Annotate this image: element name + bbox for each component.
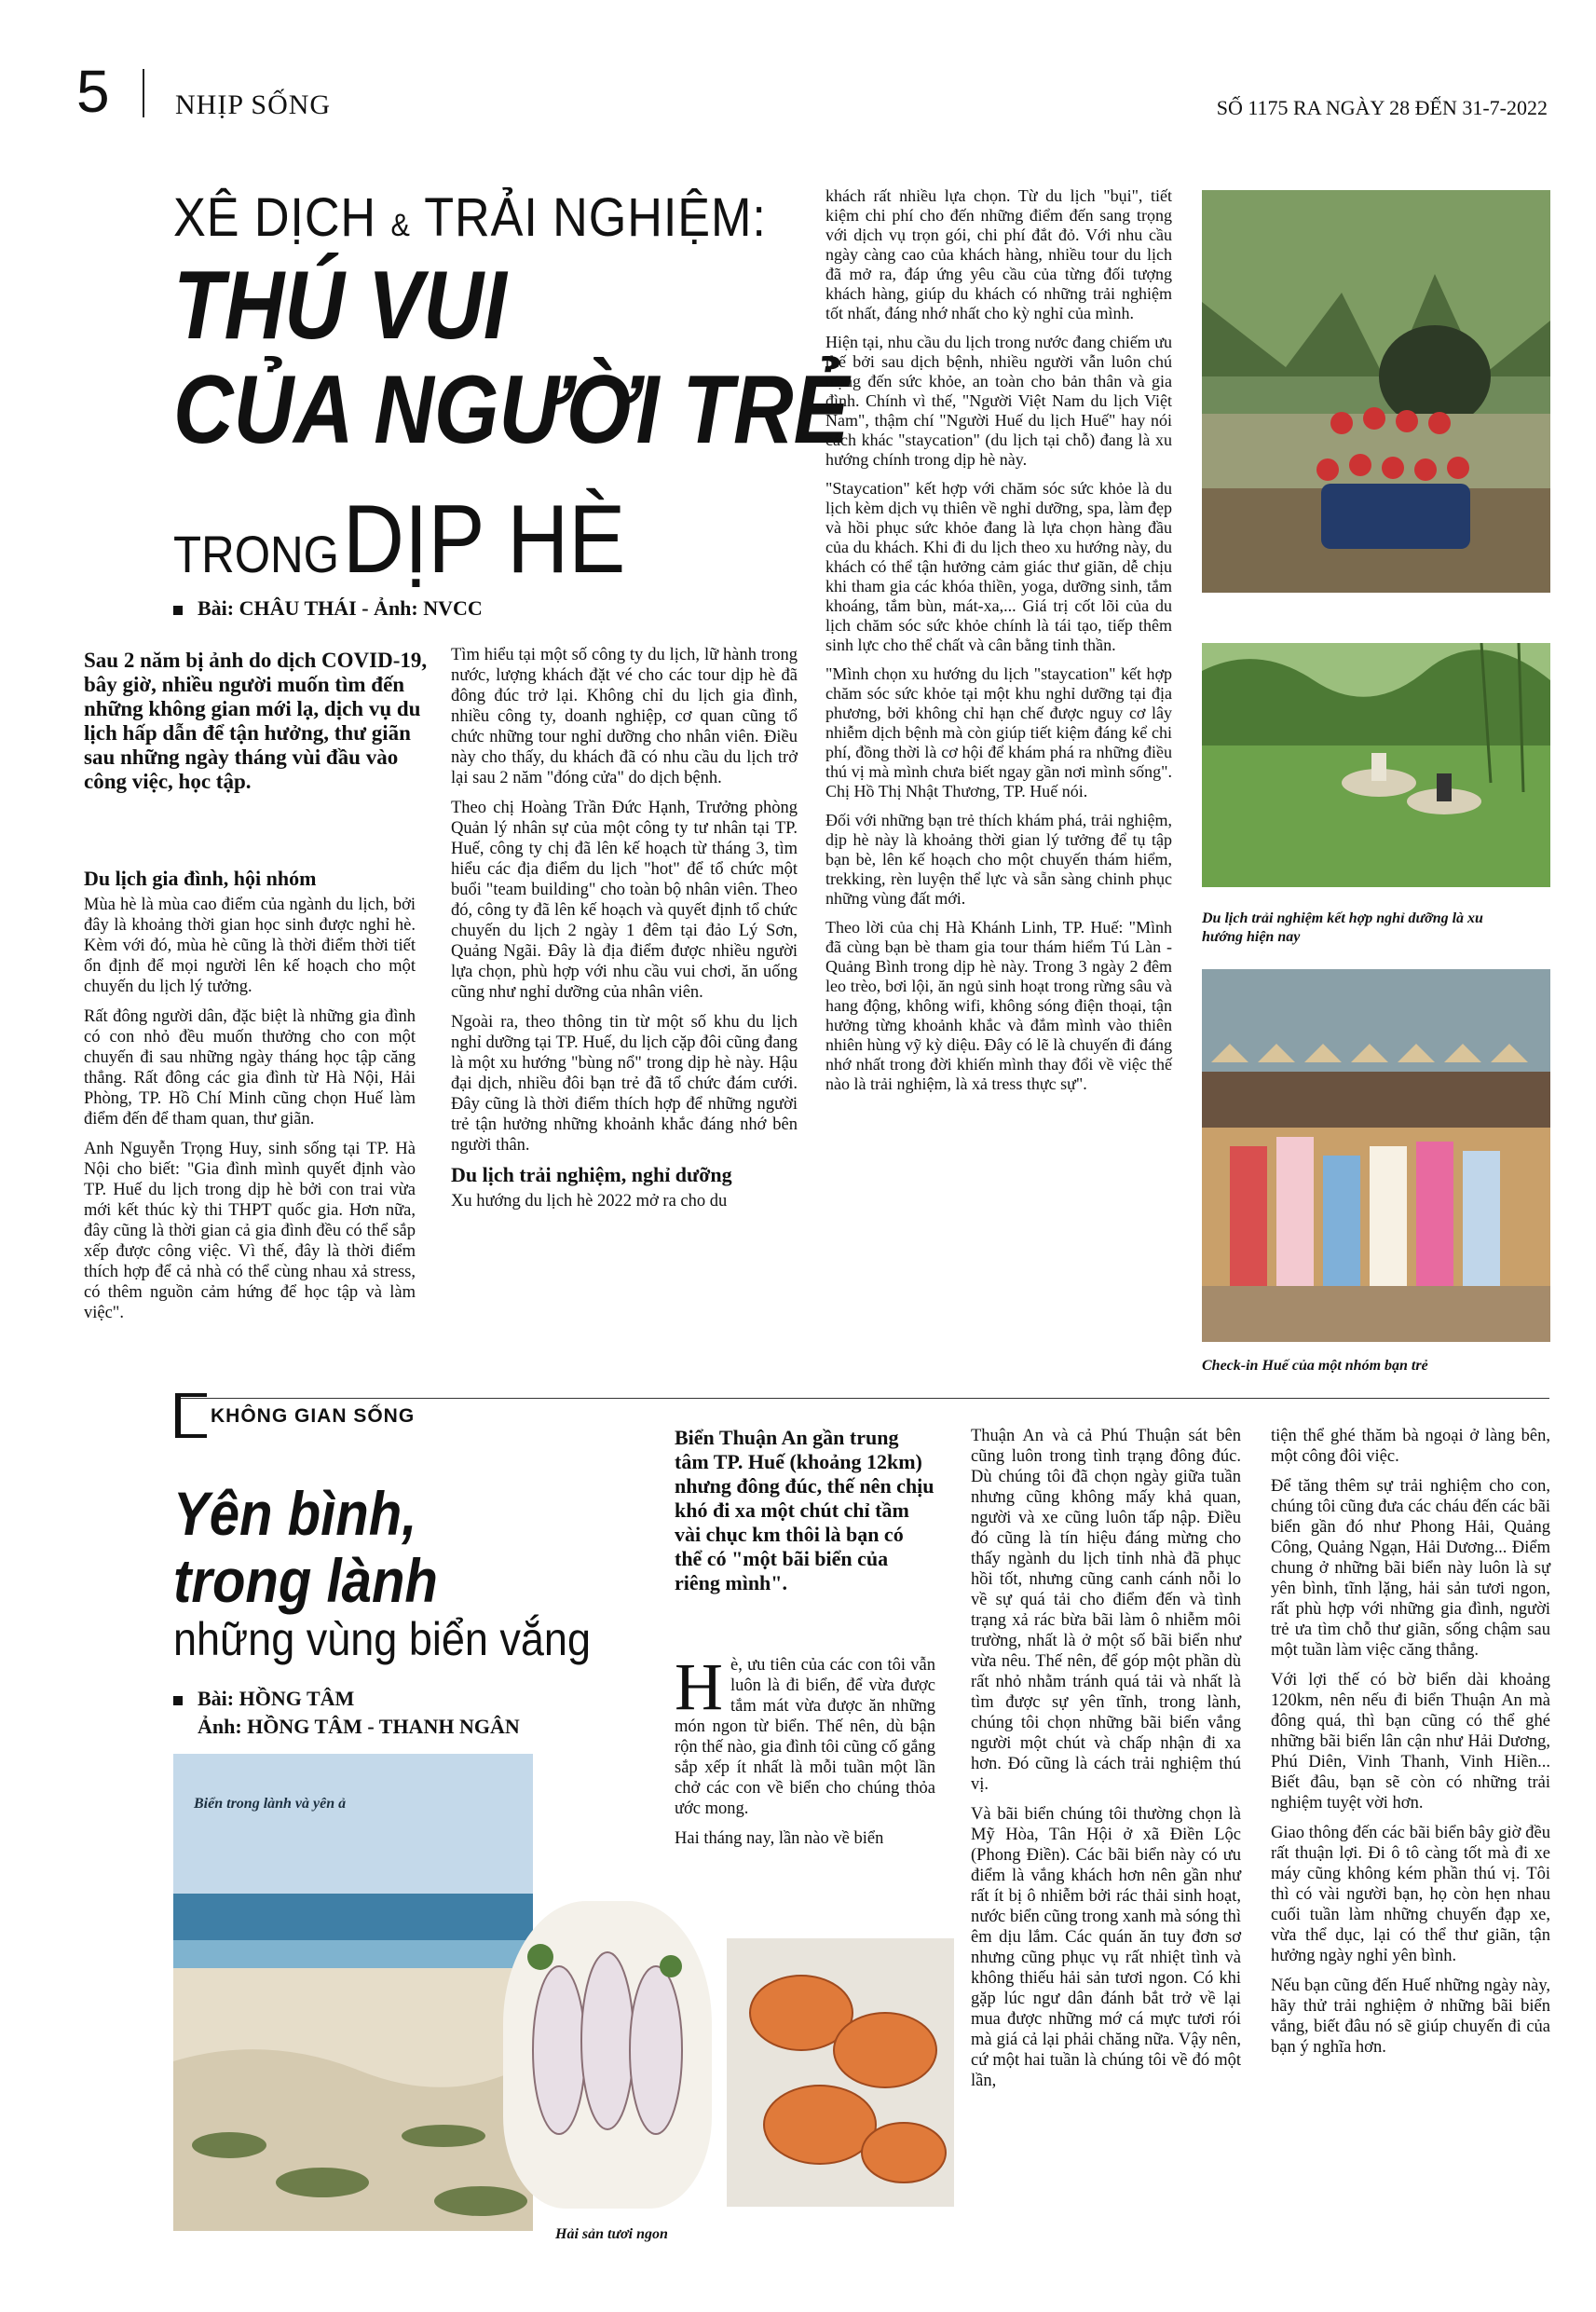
paragraph: Rất đông người dân, đặc biệt là những gia đình có con nhỏ đều muốn thưởng cho con một chuyến đi sau những ngày tháng học tập căng thẳng. Rất đông các gia đình từ Hà Nội, Hải Phòng, TP. Hồ Chí Minh cũng chọn Huế làm điểm đến để tham quan, thư giãn.: [84, 1007, 416, 1129]
headline-line-2: CỦA NGƯỜI TRẺ: [173, 356, 850, 464]
paragraph: Với lợi thế có bờ biển dài khoảng 120km, nên nếu đi biển Thuận An mà đông quá, thì bạn cũng có thể ghé những bãi biển lân cận như Hải Dương, Phú Diên, Vinh Thanh, Vinh Hiền... Biết đâu, bạn sẽ còn có những trải nghiệm tuyệt vời hơn.: [1271, 1671, 1550, 1813]
article2-headline: [173, 1480, 438, 1614]
paragraph: "Staycation" kết hợp với chăm sóc sức khỏe là du lịch kèm dịch vụ thiên về nghỉ dưỡng, spa, làm đẹp và hồi phục sức khỏe đang là lựa chọn hàng đầu của du khách. Khi đi du lịch theo xu hướng này, du khách có thể tận hưởng cảm giác thư giãn, dễ chịu khi tham gia các khóa thiền, yoga, dưỡng sinh, tắm khoáng, tắm bùn, mát-xa,... Giá trị cốt lõi của du lịch chăm sóc sức khỏe chính là tái tạo, tiếp thêm sinh lực cho thể chất và cân bằng tinh thần.: [825, 479, 1172, 654]
article2-byline: [173, 1685, 520, 1741]
paragraph: "Mình chọn xu hướng du lịch "staycation" kết hợp chăm sóc sức khỏe tại một khu nghỉ dưỡng tại địa phương, bởi không chỉ hạn chế được nguy cơ lây nhiễm dịch bệnh mà còn giúp tiết kiệm đáng kể chi phí, đồng thời là cơ hội để khám phá ra những điều thú vị mà mình chưa biết ngay gần nơi mình sống". Chị Hồ Thị Nhật Thương, TP. Huế nói.: [825, 664, 1172, 800]
paragraph-text: è, ưu tiên của các con tôi vẫn luôn là đi biển, để vừa được tắm mát vừa được ăn những món ngon từ biển. Thế nên, dù bận rộn thế nào, gia đình tôi cũng cố gắng sắp xếp ít nhất là mỗi tuần một lần chở các con về biển cho chúng thỏa ước mong.: [675, 1656, 936, 1818]
dropcap: H: [675, 1649, 723, 1724]
photo-squid: [503, 1901, 712, 2209]
caption-beach: Biển trong lành và yên ả: [194, 1796, 347, 1812]
paragraph: [675, 1649, 936, 1819]
caption-seafood: Hải sản tươi ngon: [555, 2226, 668, 2242]
paragraph: Tìm hiểu tại một số công ty du lịch, lữ hành trong nước, lượng khách đặt vé cho các tour dịp hè đã đông đúc trở lại. Không chỉ du lịch gia đình, nhiều công ty, doanh nghiệp, cơ quan cũng tổ chức những tour nghỉ dưỡng cho nhân viên. Điều này cho thấy, du khách đã có nhu cầu du lịch trở lại sau 2 năm "đóng cửa" do dịch bệnh.: [451, 646, 798, 787]
caption-checkin: Check-in Huế của một nhóm bạn trẻ: [1202, 1358, 1428, 1374]
photo-crab: [727, 1938, 954, 2207]
article1-column-3: [825, 186, 1172, 1103]
kicker: [173, 186, 767, 249]
article1-column-2: [451, 645, 798, 1221]
headline-line-1: THÚ VUI: [173, 252, 507, 360]
paragraph: Ngoài ra, theo thông tin từ một số khu du lịch nghỉ dưỡng tại TP. Huế, du lịch cặp đôi cũng đang là một xu hướng "bùng nổ" trong dịp hè này. Hậu đại dịch, nhiều đôi bạn trẻ đã tổ chức đám cưới. Đây cũng là thời điểm thích hợp để những người trẻ tận hưởng những khoảnh khắc đáng nhớ bên người thân.: [451, 1013, 798, 1155]
kicker-a: XÊ DỊCH: [173, 187, 377, 248]
paragraph: Anh Nguyễn Trọng Huy, sinh sống tại TP. Hà Nội cho biết: "Gia đình mình quyết định vào TP. Huế du lịch trong dịp hè bởi con trai vừa mới kết thúc kỳ thi THPT quốc gia. Hơn nữa, đây cũng là thời gian cả gia đình đều có thể sắp xếp được công việc. Vì thế, đây là thời điểm thích hợp để cả nhà có thể cùng nhau xả stress, có thêm nguồn cảm hứng để học tập và làm việc".: [84, 1140, 416, 1322]
article2-column-3: [1271, 1426, 1550, 2067]
paragraph: tiện thể ghé thăm bà ngoại ở làng bên, một công đôi việc.: [1271, 1427, 1550, 1466]
byline-text: Bài: CHÂU THÁI - Ảnh: NVCC: [198, 596, 483, 620]
paragraph: Xu hướng du lịch hè 2022 mở ra cho du: [451, 1192, 728, 1211]
byline-bullet: [173, 1696, 183, 1705]
caption-yoga: Du lịch trải nghiệm kết hợp nghỉ dưỡng là xu hướng hiện nay: [1202, 910, 1483, 945]
section-name: NHỊP SỐNG: [175, 89, 332, 120]
photo-checkin-hue: [1202, 969, 1550, 1342]
headline: [173, 253, 849, 462]
article2-column-1: [675, 1649, 936, 1858]
paragraph: Mùa hè là mùa cao điểm của ngành du lịch, bởi đây là khoảng thời gian học sinh được nghỉ hè. Kèm với đó, mùa hè cũng là thời điểm thời tiết ổn định để mọi người lên kế hoạch cho một chuyến du lịch lý tưởng.: [84, 896, 416, 996]
photo-beach: [173, 1754, 533, 2231]
headline-line-3: [173, 485, 625, 595]
article2-headline-2: trong lành: [173, 1546, 438, 1615]
photo-yoga: [1202, 643, 1550, 887]
paragraph: Theo lời của chị Hà Khánh Linh, TP. Huế: "Mình đã cùng bạn bè tham gia tour thám hiểm Tú Làn - Quảng Bình trong dịp hè này. Trong 3 ngày 2 đêm leo trèo, bơi lội, ăn ngủ sinh hoạt trong rừng sâu và hang động, không wifi, không sóng điện thoại, tận hưởng từng khoảnh khắc và đắm mình vào thiên nhiên hùng vỹ kỳ diệu. Đây có lẽ là chuyến đi đáng nhớ nhất trong đời khiến mình thay đổi về việc thế nào là trải nghiệm, là xả tress thực sự".: [825, 918, 1172, 1093]
byline-bullet: [173, 606, 183, 615]
paragraph: Giao thông đến các bãi biển bây giờ đều rất thuận lợi. Đi ô tô càng tốt mà đi xe máy cũng không kém phần thú vị. Tôi thì có vài người bạn, họ còn hẹn nhau cuối tuần làm những chuyến đạp xe, vừa thể dục, lại có thể thư giãn, tận hưởng ngày nghỉ yên bình.: [1271, 1824, 1550, 1965]
article2-subheadline: những vùng biển vắng: [173, 1613, 591, 1665]
page-number: 5: [76, 58, 110, 125]
paragraph: Hai tháng nay, lần nào về biển: [675, 1829, 884, 1848]
photo-cave-group: [1202, 190, 1550, 593]
article2-column-2: [971, 1426, 1241, 2100]
paragraph: Để tăng thêm sự trải nghiệm cho con, chúng tôi cũng đưa các cháu đến các bãi biển gần đó như Phong Hải, Quảng Công, Quảng Ngạn, Hải Dương... Điểm chung ở những bãi biển này luôn là sự yên bình, tĩnh lặng, hải sản tươi ngon, rất phù hợp với những gia đình, người trẻ ưa tìm chỗ thư giãn, sống chậm sau một tuần làm việc căng thẳng.: [1271, 1477, 1550, 1660]
issue-info: SỐ 1175 RA NGÀY 28 ĐẾN 31-7-2022: [1216, 96, 1548, 119]
headline-trong: TRONG: [173, 525, 339, 583]
byline-text-2: Ảnh: HỒNG TÂM - THANH NGÂN: [198, 1715, 520, 1738]
paragraph: khách rất nhiều lựa chọn. Từ du lịch "bụi", tiết kiệm chi phí cho đến những điểm đến sang trọng với dịch vụ trọn gói, chi phí đắt đỏ. Với nhu cầu ngày càng cao của khách hàng, nhiều tour du lịch đã mở ra, đáp ứng yêu cầu của từng đối tượng khách hàng, giúp du khách có những trải nghiệm tốt nhất, đáng nhớ nhất cho kỳ nghỉ của mình.: [825, 186, 1172, 322]
paragraph: Nếu bạn cũng đến Huế những ngày này, hãy thử trải nghiệm ở những bãi biển vắng, biết đâu nó sẽ giúp chuyến đi của bạn ý nghĩa hơn.: [1271, 1977, 1550, 2057]
byline-text-1: Bài: HỒNG TÂM: [198, 1687, 355, 1710]
byline: [173, 596, 483, 621]
section-divider: [175, 1398, 1549, 1399]
subhead-2: Du lịch trải nghiệm, nghỉ dưỡng: [451, 1163, 732, 1186]
headline-dip-he: DỊP HÈ: [342, 486, 626, 594]
section-tag: KHÔNG GIAN SỐNG: [211, 1405, 416, 1427]
kicker-b: TRẢI NGHIỆM:: [424, 187, 767, 248]
paragraph: Đối với những bạn trẻ thích khám phá, trải nghiệm, dịp hè này là khoảng thời gian lý tưởng để tụ tập bạn bè, lên kế hoạch cho một chuyến thám hiểm, trekking, rèn luyện thể lực và sẵn sàng chinh phục những vùng đất mới.: [825, 811, 1172, 908]
article2-lede: Biển Thuận An gần trung tâm TP. Huế (khoảng 12km) nhưng đông đúc, thế nên chịu khó đi xa một chút chỉ tầm vài chục km thôi là bạn có thể có "một bãi biển của riêng mình".: [675, 1426, 934, 1594]
paragraph: Thuận An và cả Phú Thuận sát bên cũng luôn trong tình trạng đông đúc. Dù chúng tôi đã chọn ngày giữa tuần nhưng cũng không mấy khả quan, người và xe cũng luôn tấp nập. Điều đó cũng là tín hiệu đáng mừng cho thấy ngành du lịch tỉnh nhà đã phục hồi tốt, nhưng cũng canh cánh nỗi lo về sự quá tải cho điểm đến và tình trạng xả rác bừa bãi làm ô nhiễm môi trường, nhất là ở một số bãi biển như vừa nêu. Thế nên, để góp một phần dù rất nhỏ nhằm tránh quá tải và nhất là tìm được sự yên tĩnh, trong lành, chúng tôi chọn những bãi biển vắng người một chút và chấp nhận đi xa hơn. Đó cũng là cách trải nghiệm thú vị.: [971, 1427, 1241, 1794]
paragraph: Hiện tại, nhu cầu du lịch trong nước đang chiếm ưu thế bởi sau dịch bệnh, nhiều người vẫn luôn chú trọng đến sức khỏe, an toàn cho bản thân và gia đình. Chính vì thế, "Người Việt Nam du lịch Việt Nam", thậm chí "Người Huế du lịch Huế" hay nói cách khác "staycation" (du lịch tại chỗ) đang là xu hướng chính trong dịp hè này.: [825, 333, 1172, 469]
lede: Sau 2 năm bị ảnh do dịch COVID-19, bây giờ, nhiều người muốn tìm đến những không gian mới lạ, dịch vụ du lịch hấp dẫn để tận hưởng, thư giãn sau những ngày tháng vùi đầu vào công việc, học tập.: [84, 649, 428, 793]
paragraph: Theo chị Hoàng Trần Đức Hạnh, Trưởng phòng Quản lý nhân sự của một công ty tư nhân tại TP. Huế, công ty chị đã lên kế hoạch từ tháng 3, tìm hiểu các địa điểm du lịch "hot" để tổ chức một buổi "team building" cho toàn bộ nhân viên. Theo đó, công ty đã lên kế hoạch và quyết định tổ chức chuyến du lịch 2 ngày 1 đêm tại đảo Lý Sơn, Quảng Ngãi. Đây là địa điểm được nhiều người lựa chọn, phù hợp với nhu cầu vui chơi, ăn uống cũng như nghỉ dưỡng của nhân viên.: [451, 799, 798, 1002]
subhead-1: Du lịch gia đình, hội nhóm: [84, 867, 317, 890]
kicker-amp: &: [390, 208, 411, 243]
section-bracket-icon: [175, 1393, 207, 1438]
header-divider: [143, 69, 144, 117]
paragraph: Và bãi biển chúng tôi thường chọn là Mỹ Hòa, Tân Hội ở xã Điền Lộc (Phong Điền). Các bãi biển này có ưu điểm là vắng khách hơn nên gần như rất ít bị ô nhiễm bởi rác thải sinh hoạt, nước biển cũng trong xanh mà sóng thì êm dịu lắm. Các quán ăn tuy đơn sơ nhưng cũng phục vụ rất nhiệt tình và không thiếu hải sản tươi ngon. Có khi gặp lúc ngư dân đánh bắt trở về lại mua được những mớ cá mực tươi rói mà giá cả lại phải chăng nữa. Vậy nên, cứ một hai tuần là chúng tôi về đó một lần,: [971, 1805, 1241, 2090]
article1-column-1: [84, 869, 416, 1333]
article2-headline-1: Yên bình,: [173, 1479, 417, 1548]
